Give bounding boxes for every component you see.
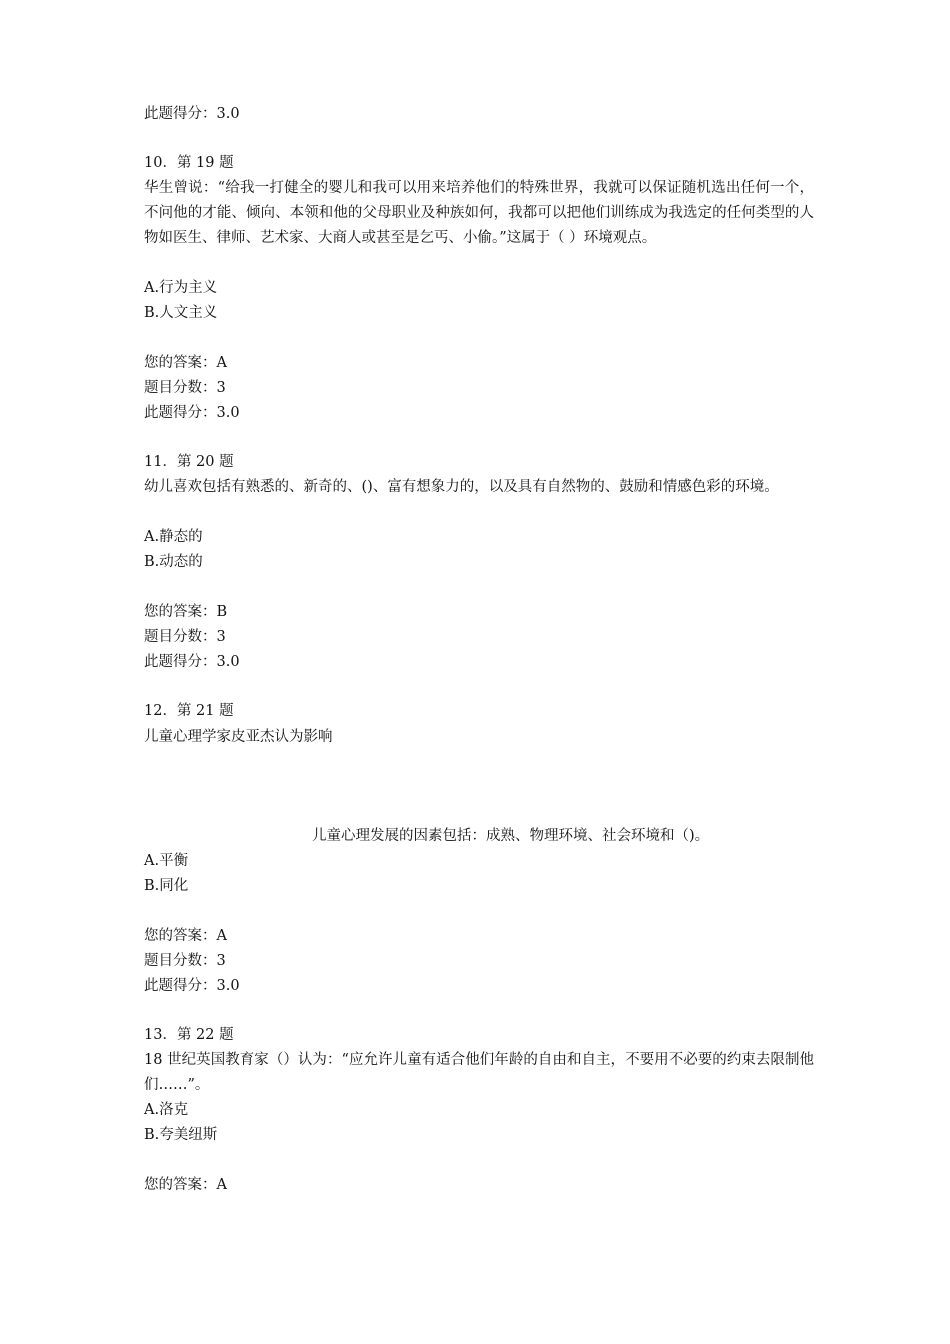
q12-points: 题目分数：3	[144, 953, 226, 969]
q13-question-text: 18 世纪英国教育家（）认为：“应允许儿童有适合他们年龄的自由和自主，不要用不必要的约束去限制他们……”。	[144, 1052, 814, 1093]
q10-your-answer: 您的答案：A	[144, 355, 227, 371]
q12-option-a: A.平衡	[144, 853, 189, 869]
q11-points: 题目分数：3	[144, 629, 226, 645]
q12-your-answer: 您的答案：A	[144, 928, 227, 944]
q13-option-b: B.夸美纽斯	[144, 1127, 218, 1143]
q10-points: 题目分数：3	[144, 380, 226, 396]
q10-question-text: 华生曾说：“给我一打健全的婴儿和我可以用来培养他们的特殊世界，我就可以保证随机选出任何一个，不问他的才能、倾向、本领和他的父母职业及种族如何，我都可以把他们训练成为我选定的任何类型的人物如医生、律师、艺术家、大商人或甚至是乞丐、小偷。”这属于（ ）环境观点。	[144, 180, 814, 246]
q10-header: 10．第 19 题	[144, 155, 234, 171]
q11-option-a: A.静态的	[144, 529, 203, 545]
q10-score: 此题得分：3.0	[144, 405, 240, 421]
q13-your-answer: 您的答案：A	[144, 1177, 227, 1193]
q11-score: 此题得分：3.0	[144, 654, 240, 670]
q12-score: 此题得分：3.0	[144, 978, 240, 994]
q11-your-answer: 您的答案：B	[144, 604, 228, 620]
q11-header: 11．第 20 题	[144, 454, 234, 470]
q10-option-b: B.人文主义	[144, 305, 218, 321]
q13-header: 13．第 22 题	[144, 1027, 234, 1043]
q12-question-text-part2: 儿童心理发展的因素包括：成熟、物理环境、社会环境和（)。	[312, 828, 710, 844]
q13-option-a: A.洛克	[144, 1102, 189, 1118]
q10-option-a: A.行为主义	[144, 280, 218, 296]
q9-score: 此题得分：3.0	[144, 106, 240, 122]
q12-header: 12．第 21 题	[144, 703, 234, 719]
q12-question-text-part1: 儿童心理学家皮亚杰认为影响	[144, 729, 333, 745]
q11-option-b: B.动态的	[144, 554, 203, 570]
q12-option-b: B.同化	[144, 878, 189, 894]
q11-question-text: 幼儿喜欢包括有熟悉的、新奇的、()、富有想象力的，以及具有自然物的、鼓励和情感色彩的环境。	[144, 479, 779, 495]
